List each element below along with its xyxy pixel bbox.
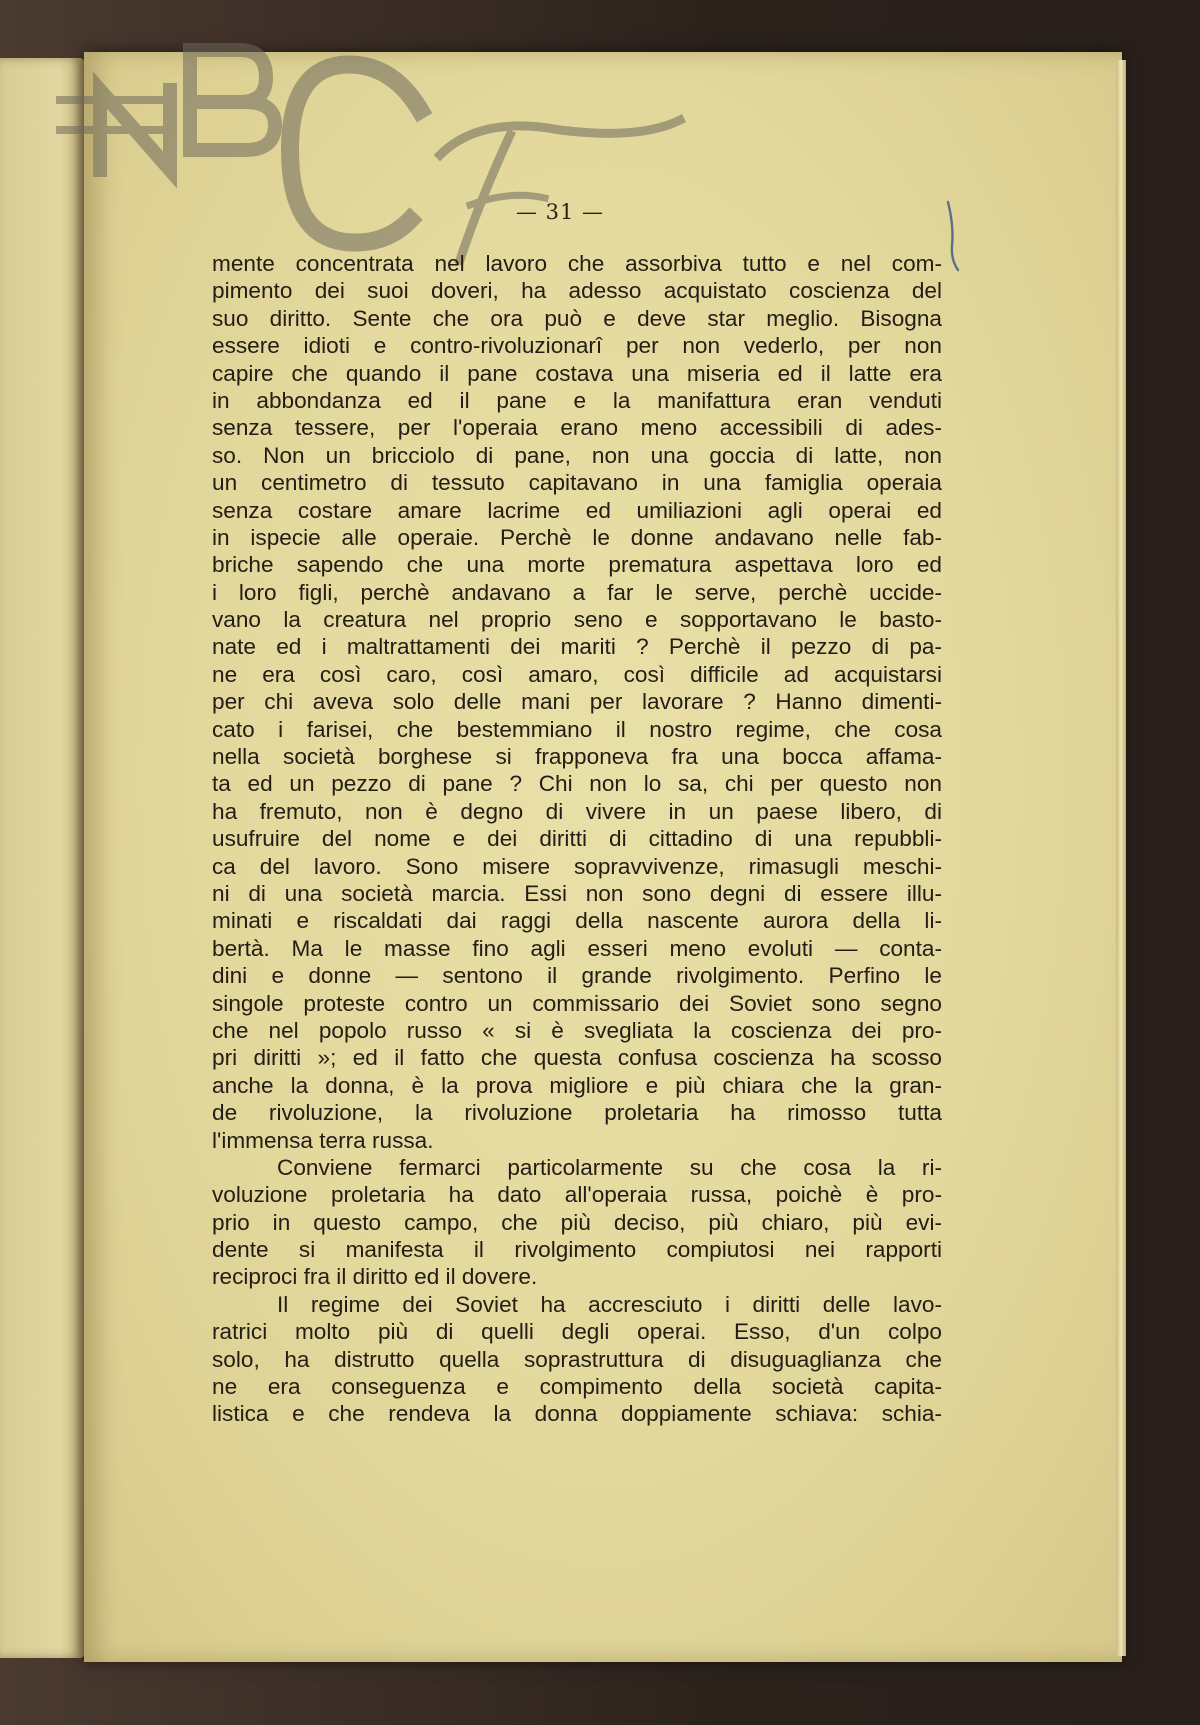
text-line: capire che quando il pane costava una miseria ed il latte era bbox=[212, 360, 942, 386]
text-line: suo diritto. Sente che ora può e deve star meglio. Bisogna bbox=[212, 305, 942, 331]
text-line: de rivoluzione, la rivoluzione proletaria ha rimosso tutta bbox=[212, 1100, 942, 1126]
text-line: ratrici molto più di quelli degli operai. Esso, d'un colpo bbox=[212, 1319, 942, 1345]
text-line: briche sapendo che una morte prematura aspettava loro ed bbox=[212, 552, 942, 578]
text-line: in abbondanza ed il pane e la manifattura eran venduti bbox=[212, 387, 942, 413]
text-line: reciproci fra il diritto ed il dovere. bbox=[212, 1264, 538, 1290]
text-line: dini e donne — sentono il grande rivolgimento. Perfino le bbox=[212, 963, 942, 989]
text-line: dente si manifesta il rivolgimento compiutosi nei rapporti bbox=[212, 1237, 942, 1263]
text-line: i loro figli, perchè andavano a far le serve, perchè uccide- bbox=[212, 579, 942, 605]
text-line: prio in questo campo, che più deciso, più chiaro, più evi- bbox=[212, 1209, 942, 1235]
text-line: per chi aveva solo delle mani per lavorare ? Hanno dimenti- bbox=[212, 689, 942, 715]
text-line: che nel popolo russo « si è svegliata la coscienza dei pro- bbox=[212, 1017, 942, 1043]
text-line: ne era conseguenza e compimento della società capita- bbox=[212, 1374, 942, 1400]
page-fore-edge bbox=[1116, 60, 1126, 1656]
text-line: ta ed un pezzo di pane ? Chi non lo sa, chi per questo non bbox=[212, 771, 942, 797]
text-line: nella società borghese si frapponeva fra una bocca affama- bbox=[212, 744, 942, 770]
pencil-mark bbox=[940, 196, 970, 276]
text-line: anche la donna, è la prova migliore e più chiara che la gran- bbox=[212, 1072, 942, 1098]
text-line: so. Non un bricciolo di pane, non una goccia di latte, non bbox=[212, 442, 942, 468]
text-line: ha fremuto, non è degno di vivere in un paese libero, di bbox=[212, 798, 942, 824]
text-line: nate ed i maltrattamenti dei mariti ? Perchè il pezzo di pa- bbox=[212, 634, 942, 660]
text-line: essere idioti e contro-rivoluzionarî per non vederlo, per non bbox=[212, 333, 942, 359]
text-line: solo, ha distrutto quella soprastruttura di disuguaglianza che bbox=[212, 1346, 942, 1372]
text-line: mente concentrata nel lavoro che assorbiva tutto e nel com- bbox=[212, 251, 942, 276]
text-line: listica e che rendeva la donna doppiamente schiava: schia- bbox=[212, 1401, 942, 1427]
text-line: ni di una società marcia. Essi non sono degni di essere illu- bbox=[212, 880, 942, 906]
text-line: voluzione proletaria ha dato all'operaia russa, poichè è pro- bbox=[212, 1182, 942, 1208]
page-number: — 31 — bbox=[515, 200, 605, 224]
text-line: vano la creatura nel proprio seno e sopportavano le basto- bbox=[212, 607, 942, 633]
text-line: Il regime dei Soviet ha accresciuto i diritti delle lavo- bbox=[277, 1291, 942, 1317]
text-line: minati e riscaldati dai raggi della nascente aurora della li- bbox=[212, 908, 942, 934]
text-line: cato i farisei, che bestemmiano il nostro regime, che cosa bbox=[212, 716, 942, 742]
text-line: Conviene fermarci particolarmente su che cosa la ri- bbox=[277, 1154, 942, 1180]
text-line: bertà. Ma le masse fino agli esseri meno evoluti — conta- bbox=[212, 935, 942, 961]
text-line: pimento dei suoi doveri, ha adesso acquistato coscienza del bbox=[212, 278, 942, 304]
text-line: ne era così caro, così amaro, così difficile ad acquistarsi bbox=[212, 661, 942, 687]
text-line: in ispecie alle operaie. Perchè le donne andavano nelle fab- bbox=[212, 524, 942, 550]
body-text bbox=[212, 250, 942, 1428]
text-line: senza costare amare lacrime ed umiliazioni agli operai ed bbox=[212, 497, 942, 523]
text-line: usufruire del nome e dei diritti di cittadino di una repubbli- bbox=[212, 826, 942, 852]
facing-page-edge bbox=[0, 58, 84, 1658]
text-line: un centimetro di tessuto capitavano in una famiglia operaia bbox=[212, 470, 942, 496]
text-line: pri diritti »; ed il fatto che questa confusa coscienza ha scosso bbox=[212, 1045, 942, 1071]
text-line: l'immensa terra russa. bbox=[212, 1127, 434, 1153]
text-line: senza tessere, per l'operaia erano meno accessibili di ades- bbox=[212, 415, 942, 441]
text-line: singole proteste contro un commissario dei Soviet sono segno bbox=[212, 990, 942, 1016]
text-line: ca del lavoro. Sono misere sopravvivenze, rimasugli meschi- bbox=[212, 853, 942, 879]
